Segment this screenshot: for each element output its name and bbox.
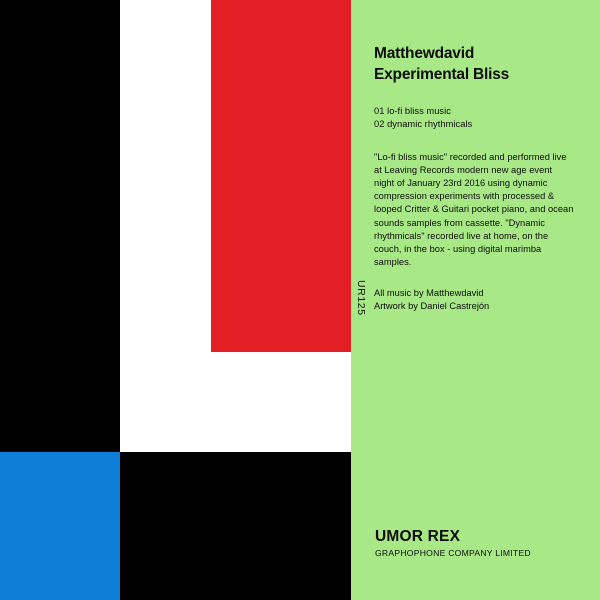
label-lockup xyxy=(375,528,531,558)
color-block-red xyxy=(211,0,351,352)
color-block-black-bottom xyxy=(120,452,351,600)
label-name: UMOR REX xyxy=(375,527,461,545)
catalog-number: UR125 xyxy=(355,280,367,316)
track-item: 01 lo-fi bliss music xyxy=(374,106,451,117)
credit-artwork: Artwork by Daniel Castrejón xyxy=(374,301,490,312)
color-block-white-middle xyxy=(211,352,351,452)
credit-music: All music by Matthewdavid xyxy=(374,288,484,299)
color-block-blue xyxy=(0,452,120,600)
color-block-white-left xyxy=(120,0,211,452)
liner-notes: "Lo-fi bliss music" recorded and performed live at Leaving Records modern new age event night of January 23rd 2016 using dynamic compression experiments with processed & looped Critter & Guitari pocket piano, and ocean sounds samples from cassette. "Dynamic rhythmicals" recorded live at home, on the couch, in the box - using digital marimba samples. xyxy=(374,151,574,268)
artist-name: Matthewdavid xyxy=(374,45,475,62)
label-subtitle: GRAPHOPHONE COMPANY LIMITED xyxy=(375,548,531,558)
credits xyxy=(374,287,574,313)
album-title: Experimental Bliss xyxy=(374,65,510,83)
track-item: 02 dynamic rhythmicals xyxy=(374,119,473,130)
color-block-black-left xyxy=(0,0,120,452)
tracklist xyxy=(374,105,574,131)
text-column xyxy=(374,44,574,314)
